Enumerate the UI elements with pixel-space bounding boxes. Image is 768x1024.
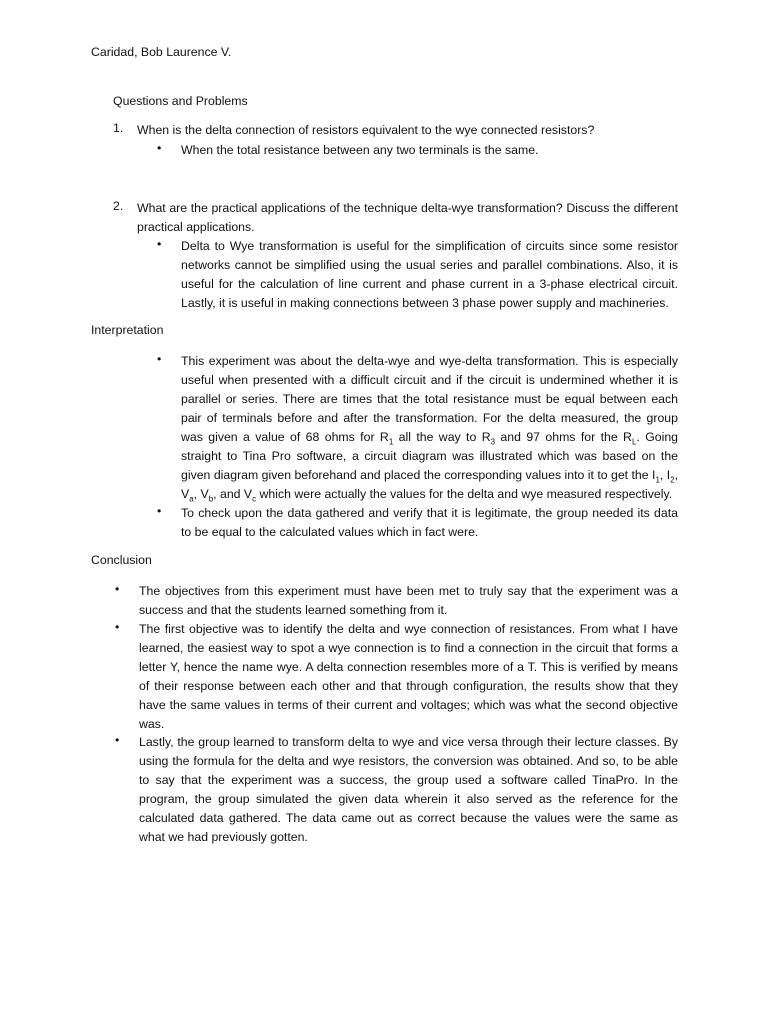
interpretation-text: This experiment was about the delta-wye and wye-delta transformation. This is especially useful when presented with a difficult circuit and if the circuit is undermined whether it is parallel or series. There are times that the total resistance must be equal between each pair of terminals before and after the transformation. For the delta measured, the group was given a value of 68 ohms for $R_1$ all the way to $R_3$ and 97 ohms for the $R_L$. Going straight to Tina Pro software, a circuit diagram was illustrated which was based on the given diagram given beforehand and placed the corresponding values into it to get the $I_1$, $I_2$, $V_a$, $V_b$, and $V_c$ which were actually the values for the delta and wye measured respectively. — [181, 354, 679, 504]
conclusion-item — [115, 582, 678, 620]
bullet-icon: • — [115, 733, 120, 747]
answer-item — [157, 237, 678, 313]
bullet-icon: • — [157, 504, 162, 518]
bullet-icon: • — [157, 237, 162, 251]
conclusion-text: The first objective was to identify the delta and wye connection of resistances. From what I have learned, the easiest way to spot a wye connection is to find a connection in the circuit that forms a letter Y, hence the name wye. A delta connection resembles more of a T. This is verified by means of their response between each other and that through configuration, the results show that they have the same values in terms of their current and voltages; which was what the second objective was. — [139, 622, 678, 731]
questions-heading: Questions and Problems — [113, 94, 248, 108]
question-item — [113, 199, 678, 236]
interpretation-text: To check upon the data gathered and verify that it is legitimate, the group needed its data to be equal to the calculated values which in fact were. — [181, 506, 678, 539]
question-text: What are the practical applications of the technique delta-wye transformation? Discuss the different practical applications. — [137, 201, 678, 234]
question-number: 1. — [113, 121, 124, 135]
answer-text: Delta to Wye transformation is useful for the simplification of circuits since some resistor networks cannot be simplified using the usual series and parallel combinations. Also, it is useful for the calculation of line current and phase current in a 3-phase electrical circuit. Lastly, it is useful in making connections between 3 phase power supply and machineries. — [181, 239, 678, 310]
interpretation-heading: Interpretation — [91, 323, 164, 337]
bullet-icon: • — [157, 352, 162, 366]
conclusion-item — [115, 733, 678, 847]
conclusion-text: Lastly, the group learned to transform delta to wye and vice versa through their lecture classes. By using the formula for the delta and wye resistors, the conversion was obtained. And so, to be able to say that the experiment was a success, the group used a software called TinaPro. In the program, the group simulated the given data wherein it also served as the reference for the calculated data gathered. The data came out as correct because the values were the same as what we had previously gotten. — [139, 735, 678, 844]
conclusion-heading: Conclusion — [91, 553, 152, 567]
interpretation-item — [157, 352, 679, 504]
interpretation-item — [157, 504, 678, 542]
conclusion-text: The objectives from this experiment must have been met to truly say that the experiment was a success and that the students learned something from it. — [139, 584, 678, 617]
bullet-icon: • — [115, 582, 120, 596]
answer-text: When the total resistance between any two terminals is the same. — [181, 143, 539, 157]
question-number: 2. — [113, 199, 124, 213]
conclusion-item — [115, 620, 678, 734]
bullet-icon: • — [115, 620, 120, 634]
answer-item — [157, 141, 678, 160]
bullet-icon: • — [157, 141, 162, 155]
question-item — [113, 121, 678, 140]
question-text: When is the delta connection of resistors equivalent to the wye connected resistors? — [137, 123, 595, 137]
author-name: Caridad, Bob Laurence V. — [91, 45, 232, 59]
